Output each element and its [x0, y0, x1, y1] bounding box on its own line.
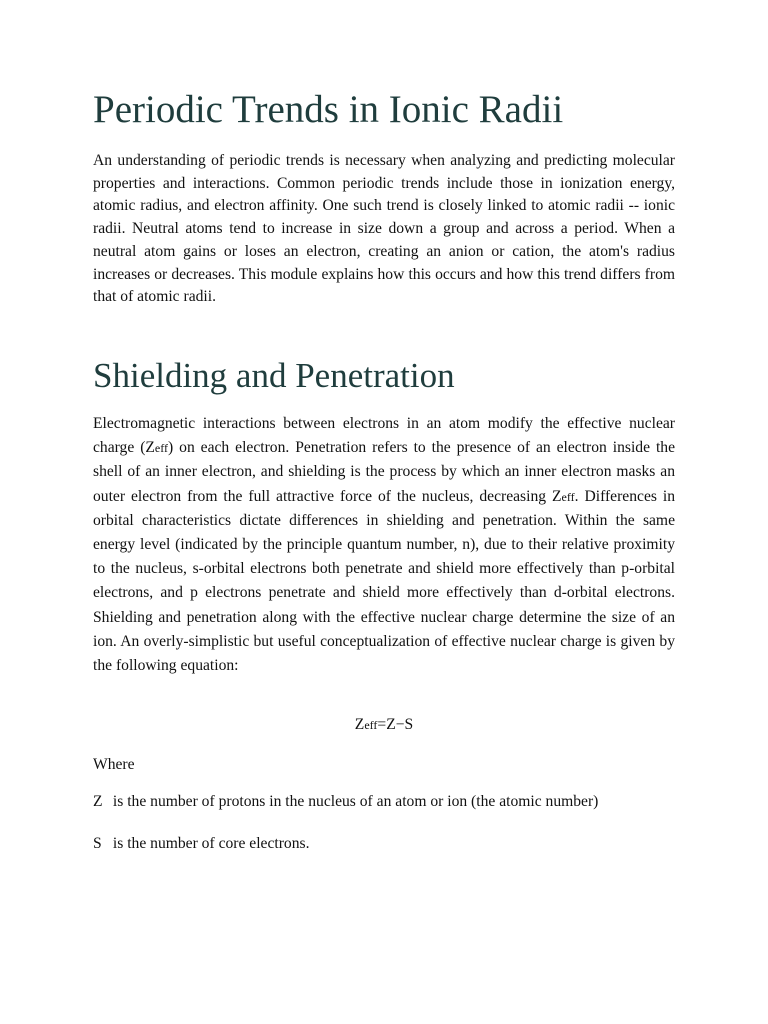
zeff-subscript: eff: [154, 441, 169, 456]
paragraph-text-part1: Electromagnetic interactions between electrons in an atom modify the effective nuclear charge (Z: [93, 415, 675, 457]
paragraph-text-part2: ) on each electron. Penetration refers to the presence of an electron inside the shell of an inner electron, and shielding is the process by which an inner electron masks an outer electron from the full attractive force of the nucleus, decreasing Z: [93, 439, 675, 505]
zeff-subscript: eff: [561, 489, 575, 504]
definition-z: [93, 790, 675, 814]
definition-symbol-s: S: [93, 835, 102, 852]
zeff-equation: [93, 713, 675, 737]
where-label: Where: [93, 756, 135, 773]
paragraph-text-part3: . Differences in orbital characteristics dictate differences in shielding and penetration. Within the same energy level (indicated by the principle quantum number, n), due to their relative proximity to the nucleus, s-orbital electrons both penetrate and shield more effectively than p-orbital electrons, and p electrons penetrate and shield more effectively than d-orbital electrons. Shielding and penetration along with the effective nuclear charge determine the size of an ion. An overly-simplistic but useful conceptualization of effective nuclear charge is given by the following equation:: [93, 487, 676, 675]
intro-paragraph: An understanding of periodic trends is necessary when analyzing and predicting molecular properties and interactions. Common periodic trends include those in ionization energy, atomic radius, and electron affinity. One such trend is closely linked to atomic radii -- ionic radii. Neutral atoms tend to increase in size down a group and across a period. When a neutral atom gains or loses an electron, creating an anion or cation, the atom's radius increases or decreases. This module explains how this occurs and how this trend differs from that of atomic radii.: [93, 152, 675, 306]
definition-symbol-z: Z: [93, 793, 103, 810]
equation-z: Z: [354, 716, 365, 733]
page-title: Periodic Trends in Ionic Radii: [93, 88, 564, 131]
equation-subscript: eff: [364, 718, 378, 732]
definition-text-z: is the number of protons in the nucleus of an atom or ion (the atomic number): [112, 793, 599, 810]
definition-text-s: is the number of core electrons.: [112, 835, 310, 852]
shielding-paragraph: [93, 412, 675, 678]
section-heading: Shielding and Penetration: [93, 356, 455, 395]
equation-rest: =Z−S: [377, 716, 414, 733]
definition-s: [93, 832, 675, 856]
